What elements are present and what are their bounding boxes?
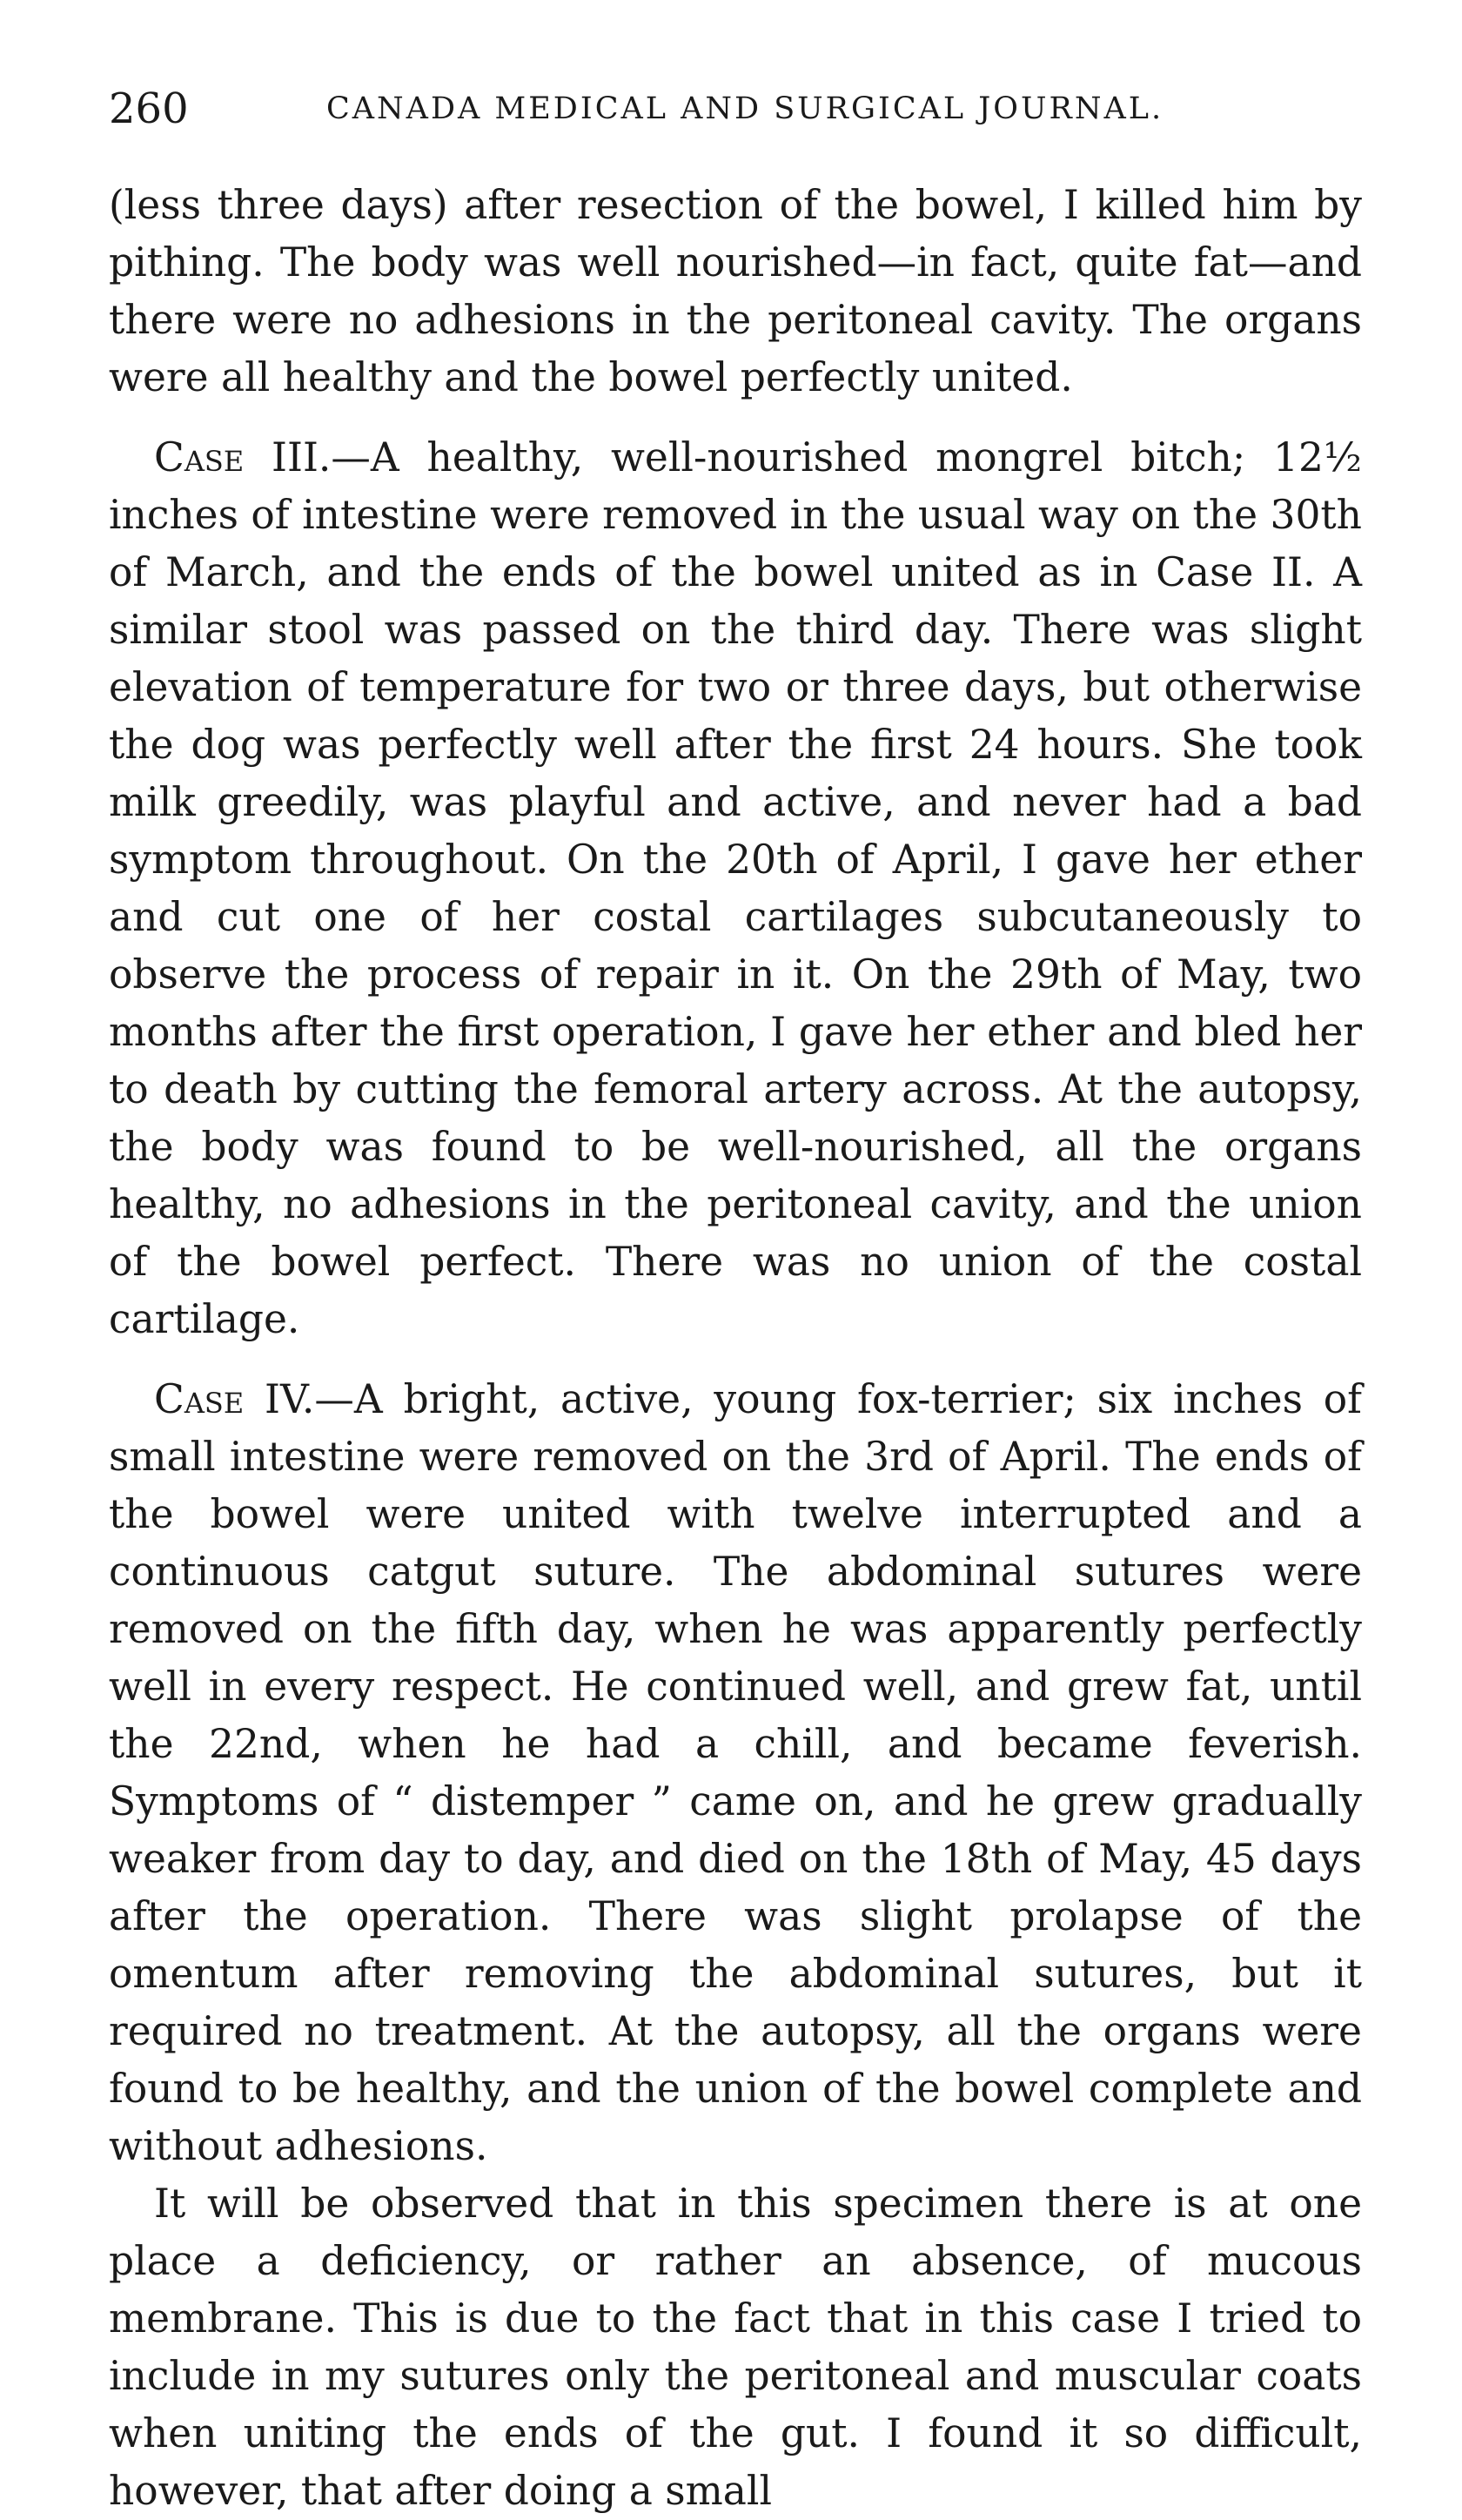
paragraph-text: (less three days) after resection of the bowel, I killed him by pithing. The body was well nourished—in fact, quite fat—and there were no adhesions in the peritoneal cavity. The organs were all healthy and the bowel perfectly united. <box>109 182 1362 400</box>
page-header <box>109 83 1362 135</box>
journal-page <box>109 83 1362 2520</box>
case-label: Case III. <box>154 434 332 480</box>
paragraph-case-iii <box>109 429 1362 1348</box>
body-text <box>109 177 1362 2520</box>
page-number: 260 <box>109 84 189 133</box>
case-label: Case IV. <box>154 1376 315 1422</box>
paragraph-observation <box>109 2175 1362 2520</box>
paragraph-text: It will be observed that in this specimen there is at one place a deficiency, or rather an absence, of mucous membrane. This is due to the fact that in this case I tried to include in my sutures only the peritoneal and muscular coats when uniting the ends of the gut. I found it so difficult, however, that after doing a small <box>109 2181 1362 2514</box>
running-head: CANADA MEDICAL AND SURGICAL JOURNAL. <box>326 91 1164 126</box>
paragraph-continuation <box>109 177 1362 407</box>
paragraph-text: —A healthy, well-nourished mongrel bitch; 12½ inches of intestine were removed in the usual way on the 30th of March, and the ends of the bowel united as in Case II. A similar stool was passed on the third day. There was slight elevation of temperature for two or three days, but otherwise the dog was perfectly well after the first 24 hours. She took milk greedily, was playful and active, and never had a bad symptom throughout. On the 20th of April, I gave her ether and cut one of her costal cartilages subcutaneously to observe the process of repair in it. On the 29th of May, two months after the first operation, I gave her ether and bled her to death by cutting the femoral artery across. At the autopsy, the body was found to be well-nourished, all the organs healthy, no adhesions in the peritoneal cavity, and the union of the bowel perfect. There was no union of the costal cartilage. <box>109 434 1362 1342</box>
paragraph-case-iv <box>109 1371 1362 2175</box>
paragraph-text: —A bright, active, young fox-terrier; six inches of small intestine were removed on the 3rd of April. The ends of the bowel were united with twelve interrupted and a continuous catgut suture. The abdominal sutures were removed on the fifth day, when he was apparently perfectly well in every respect. He continued well, and grew fat, until the 22nd, when he had a chill, and became feverish. Symptoms of “ distemper ” came on, and he grew gradually weaker from day to day, and died on the 18th of May, 45 days after the operation. There was slight prolapse of the omentum after removing the abdominal sutures, but it required no treatment. At the autopsy, all the organs were found to be healthy, and the union of the bowel complete and without adhesions. <box>109 1376 1362 2169</box>
